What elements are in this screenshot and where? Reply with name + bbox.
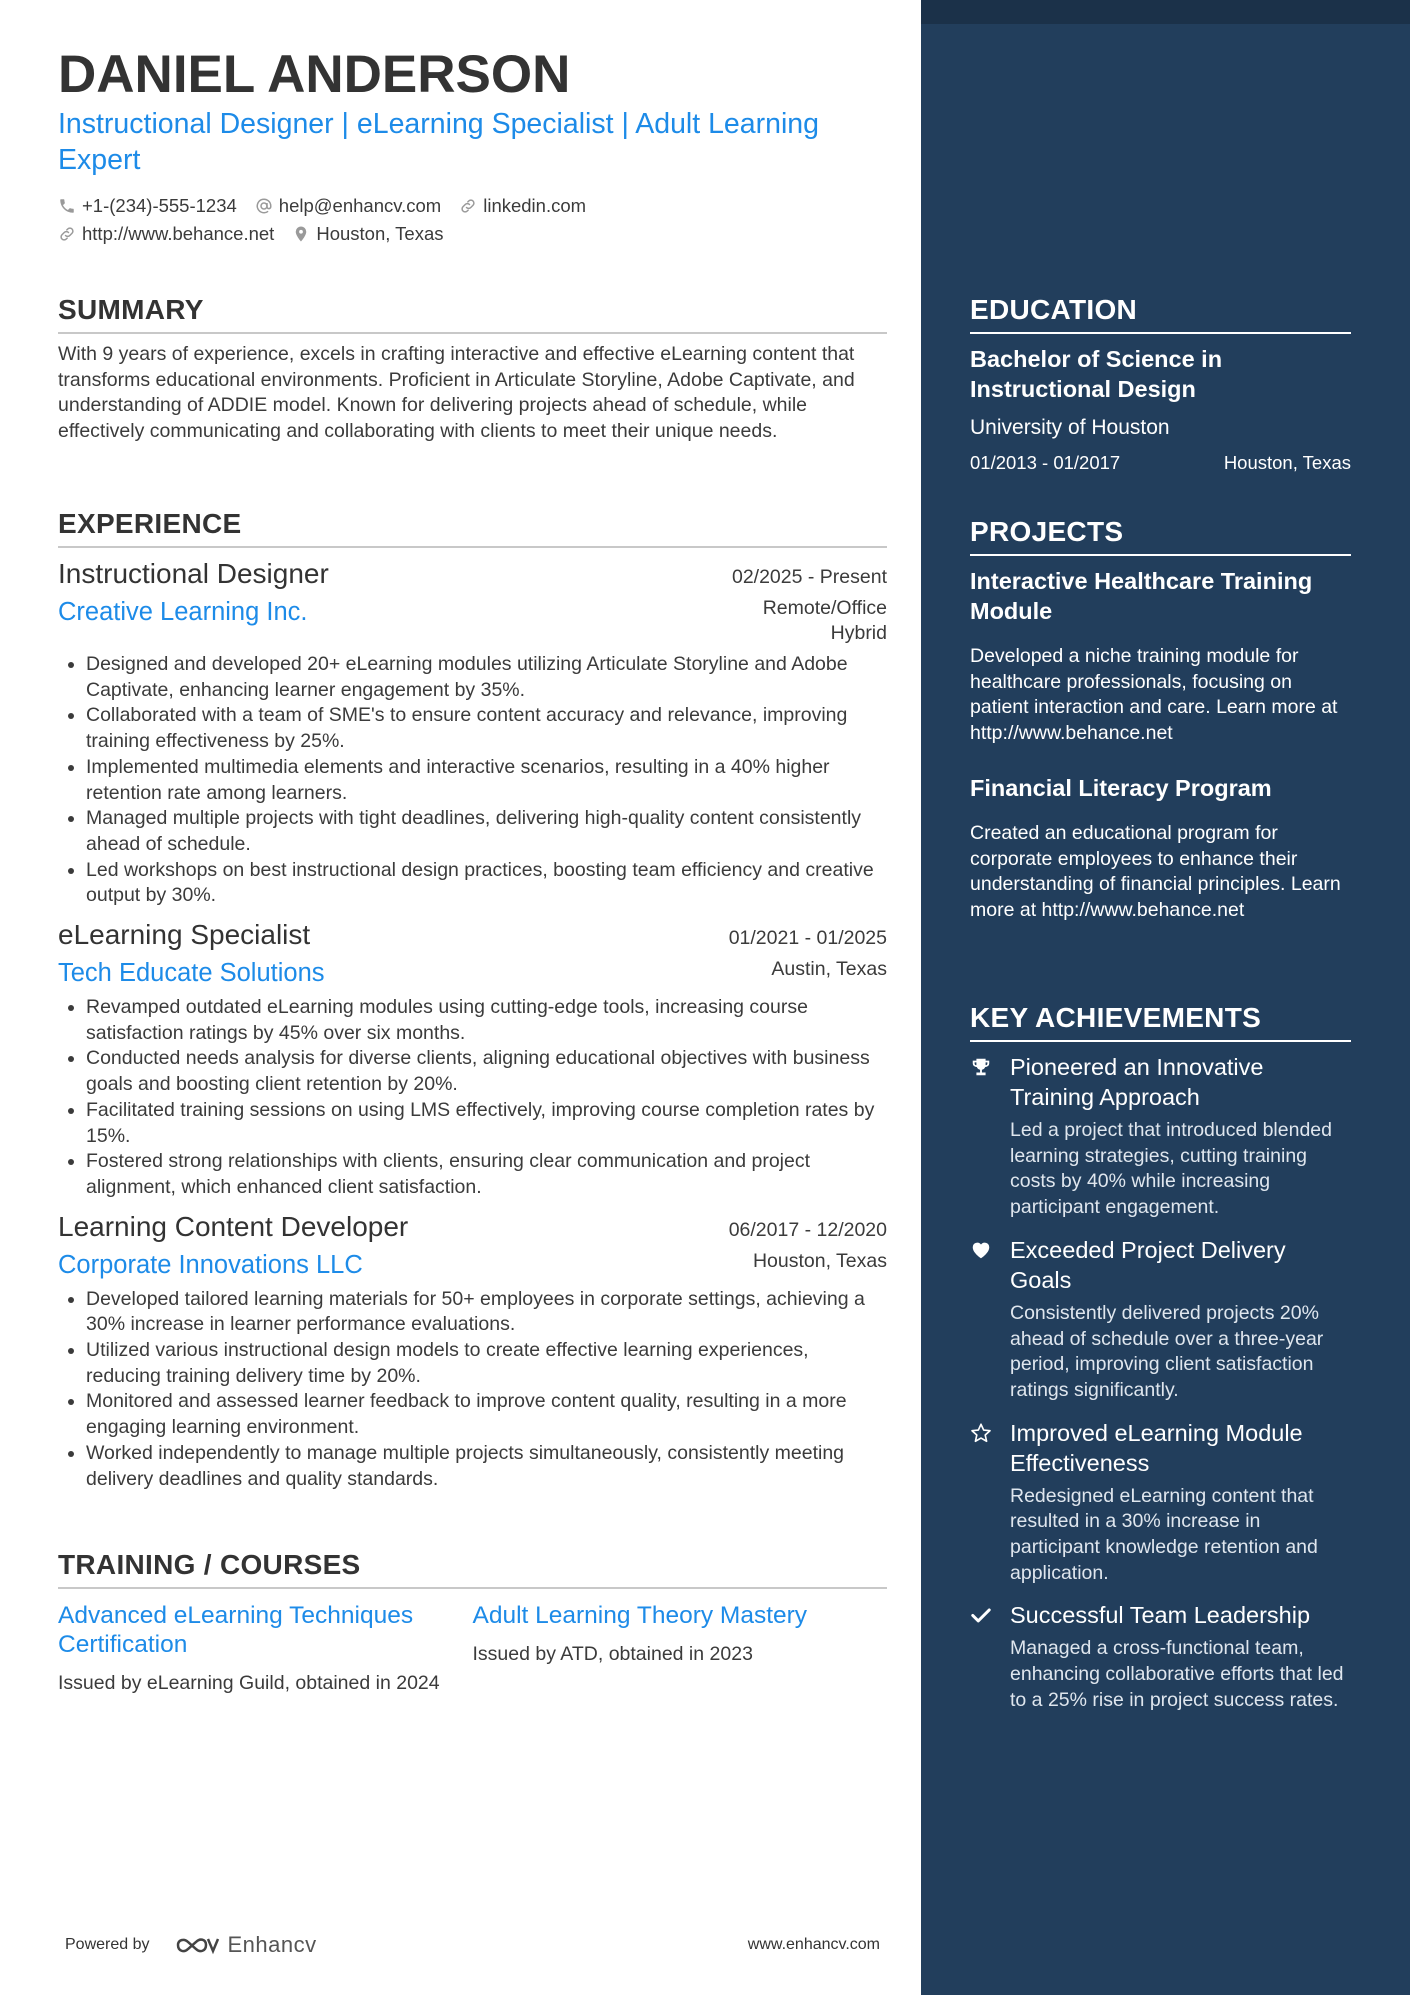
job-company: Tech Educate Solutions [58, 959, 325, 988]
section-divider [970, 1040, 1351, 1042]
section-title: EXPERIENCE [58, 508, 242, 539]
job-title: eLearning Specialist [58, 919, 311, 951]
section-title: PROJECTS [970, 516, 1124, 547]
section-divider [58, 546, 887, 548]
achievement-title: Improved eLearning Module Effectiveness [1010, 1419, 1303, 1476]
list-item: • Developed tailored learning materials for 50+ employees in corporate settings, achieving a 30% increase in learner performance evaluations. [86, 1287, 887, 1338]
phone-icon [58, 197, 76, 215]
section-title: SUMMARY [58, 294, 204, 325]
achievement-entry [970, 1052, 1351, 1221]
project-title: Financial Literacy Program [970, 774, 1272, 801]
project-entry [970, 566, 1351, 747]
list-item: • Fostered strong relationships with clients, ensuring clear communication and project alignment, which enhanced client satisfaction. [86, 1149, 887, 1200]
location-pin-icon [292, 225, 310, 243]
job-date: 06/2017 - 12/2020 [728, 1218, 887, 1241]
course-desc: Issued by eLearning Guild, obtained in 2024 [58, 1672, 440, 1694]
list-item: • Worked independently to manage multiple projects simultaneously, consistently meeting delivery deadlines and quality standards. [86, 1441, 887, 1492]
list-item: • Utilized various instructional design models to create effective learning experiences, reducing training delivery time by 20%. [86, 1338, 887, 1389]
achievement-desc: Led a project that introduced blended learning strategies, cutting training costs by 40% while increasing participant engagement. [1010, 1119, 1332, 1219]
course-title: Advanced eLearning Techniques Certification [58, 1602, 414, 1658]
job-entry [58, 1209, 887, 1493]
phone-text: +1-(234)-555-1234 [82, 195, 237, 216]
section-divider [970, 332, 1351, 334]
list-item: • Facilitated training sessions on using LMS effectively, improving course completion rates by 15%. [86, 1098, 887, 1149]
achievement-title: Pioneered an Innovative Training Approach [1010, 1054, 1264, 1110]
powered-by [65, 1932, 317, 1958]
achievement-desc: Managed a cross-functional team, enhancing collaborative efforts that led to a 25% rise in project success rates. [1010, 1637, 1344, 1711]
course-title: Adult Learning Theory Mastery [472, 1602, 808, 1629]
job-date: 02/2025 - Present [731, 566, 887, 588]
footer [65, 1930, 880, 1960]
brand-logo[interactable] [174, 1932, 317, 1958]
course-desc: Issued by ATD, obtained in 2023 [472, 1643, 753, 1665]
list-item: • Monitored and assessed learner feedback to improve content quality, resulting in a more engaging learning environment. [86, 1389, 887, 1440]
projects-section [970, 514, 1351, 924]
summary-section [58, 292, 887, 445]
section-title: KEY ACHIEVEMENTS [970, 1002, 1262, 1033]
job-company: Corporate Innovations LLC [58, 1250, 363, 1279]
link-icon [58, 225, 76, 243]
training-section [58, 1547, 887, 1697]
resume-header [58, 42, 887, 248]
achievement-entry [970, 1418, 1351, 1587]
section-title: EDUCATION [970, 294, 1138, 325]
education-degree: Bachelor of Science in Instructional Design [970, 346, 1223, 402]
achievement-entry [970, 1600, 1351, 1713]
brand-name: Enhancv [227, 1932, 317, 1957]
job-company: Creative Learning Inc. [58, 598, 308, 626]
list-item: • Managed multiple projects with tight deadlines, delivering high-quality content consistently ahead of schedule. [86, 806, 887, 857]
link-icon [459, 197, 477, 215]
job-entry [58, 917, 887, 1201]
list-item: • Implemented multimedia elements and interactive scenarios, resulting in a 40% higher retention rate among learners. [86, 755, 887, 806]
sidebar-top-bar [921, 0, 1410, 24]
section-divider [58, 332, 887, 334]
achievement-title: Exceeded Project Delivery Goals [1010, 1236, 1286, 1293]
project-entry [970, 773, 1351, 924]
job-location: Remote/Office Hybrid [762, 597, 887, 644]
job-location: Houston, Texas [752, 1249, 887, 1272]
section-divider [58, 1587, 887, 1589]
contact-info [58, 192, 887, 248]
education-dates: 01/2013 - 01/2017 [970, 452, 1121, 473]
job-date: 01/2021 - 01/2025 [728, 927, 887, 950]
email-text: help@enhancv.com [278, 195, 442, 216]
contact-linkedin[interactable] [459, 192, 586, 220]
star-icon [970, 1422, 992, 1444]
powered-by-label: Powered by [65, 1936, 150, 1953]
website-text: http://www.behance.net [82, 223, 275, 244]
achievements-section [970, 1000, 1351, 1714]
education-location: Houston, Texas [1223, 452, 1351, 473]
job-bullets [58, 995, 887, 1201]
candidate-headline: Instructional Designer | eLearning Specialist | Adult Learning Expert [58, 108, 820, 176]
job-location: Austin, Texas [771, 958, 887, 981]
at-icon [255, 197, 273, 215]
job-entry [58, 556, 887, 909]
job-title: Learning Content Developer [58, 1210, 409, 1242]
achievement-desc: Consistently delivered projects 20% ahead of schedule over a three-year period, improving client satisfaction ratings significantly. [1010, 1301, 1324, 1401]
list-item: • Collaborated with a team of SME's to ensure content accuracy and relevance, improving training effectiveness by 25%. [86, 703, 887, 754]
achievement-title: Successful Team Leadership [1010, 1602, 1311, 1629]
project-desc: Developed a niche training module for healthcare professionals, focusing on patient interaction and care. Learn more at http://www.behance.net [970, 645, 1338, 745]
check-icon [970, 1604, 992, 1626]
candidate-name: DANIEL ANDERSON [58, 45, 571, 104]
location-text: Houston, Texas [316, 223, 444, 244]
linkedin-text: linkedin.com [483, 195, 587, 216]
list-item: • Revamped outdated eLearning modules using cutting-edge tools, increasing course satisfaction ratings by 45% over six months. [86, 995, 887, 1046]
course-entry [58, 1601, 473, 1697]
list-item: • Designed and developed 20+ eLearning modules utilizing Articulate Storyline and Adobe Captivate, enhancing learner engagement by 35%. [86, 652, 887, 703]
job-bullets [58, 1287, 887, 1493]
heart-icon [970, 1239, 992, 1261]
list-item: • Conducted needs analysis for diverse clients, aligning educational objectives with business goals and boosting client retention by 20%. [86, 1046, 887, 1097]
project-title: Interactive Healthcare Training Module [970, 568, 1313, 624]
footer-site-link[interactable]: www.enhancv.com [747, 1936, 880, 1953]
experience-section [58, 506, 887, 1492]
course-entry [473, 1601, 888, 1697]
enhancv-logo-icon [174, 1933, 220, 1957]
contact-location [292, 220, 443, 248]
section-title: TRAINING / COURSES [58, 1549, 361, 1580]
achievement-desc: Redesigned eLearning content that resulted in a 30% increase in participant knowledge retention and application. [1010, 1484, 1318, 1584]
contact-phone[interactable] [58, 192, 237, 220]
section-divider [970, 554, 1351, 556]
job-bullets [58, 652, 887, 909]
job-title: Instructional Designer [58, 558, 329, 589]
achievement-entry [970, 1235, 1351, 1404]
contact-email[interactable] [255, 192, 441, 220]
summary-text: With 9 years of experience, excels in crafting interactive and effective eLearning content that transforms educational environments. Proficient in Articulate Storyline, Adobe Captivate, and understanding of ADDIE model. Known for delivering projects ahead of schedule, while effectively communicating and collaborating with clients to meet their unique needs. [58, 343, 855, 443]
project-desc: Created an educational program for corporate employees to enhance their understanding of financial principles. Learn more at http://www.behance.net [970, 821, 1341, 921]
education-school: University of Houston [970, 416, 1170, 439]
list-item: • Led workshops on best instructional design practices, boosting team efficiency and creative output by 30%. [86, 858, 887, 909]
trophy-icon [970, 1056, 992, 1078]
contact-website[interactable] [58, 220, 274, 248]
education-section [970, 292, 1351, 474]
